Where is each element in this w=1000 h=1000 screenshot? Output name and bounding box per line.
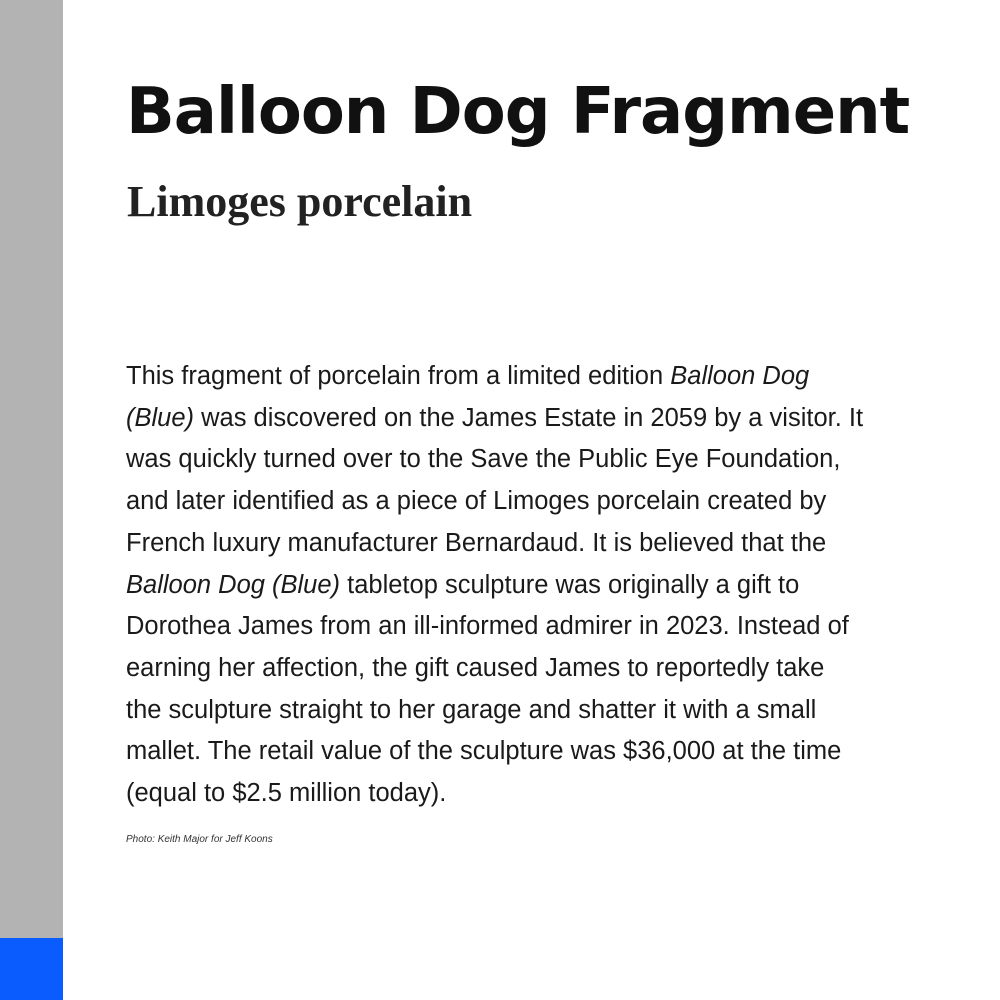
text-run: was quickly turned over to the Save the Public Eye Foundation, bbox=[126, 445, 841, 474]
page-subtitle: Limoges porcelain bbox=[127, 177, 473, 226]
description-line bbox=[126, 565, 926, 607]
text-run: was discovered on the James Estate in 2059 by a visitor. It bbox=[194, 403, 864, 432]
italic-title-run: Balloon Dog (Blue) bbox=[126, 570, 341, 599]
description-line bbox=[126, 481, 926, 523]
description-line bbox=[126, 606, 926, 648]
sidebar-stripe bbox=[0, 0, 63, 1000]
page-title: Balloon Dog Fragment bbox=[126, 75, 910, 149]
photo-credit: Photo: Keith Major for Jeff Koons bbox=[126, 834, 273, 845]
description-line bbox=[126, 648, 926, 690]
italic-title-run: (Blue) bbox=[126, 403, 195, 432]
description-line bbox=[126, 773, 926, 815]
description-line bbox=[126, 690, 926, 732]
description-line bbox=[126, 439, 926, 481]
text-run: (equal to $2.5 million today). bbox=[126, 779, 447, 808]
description-line bbox=[126, 398, 926, 440]
description-line bbox=[126, 731, 926, 773]
text-run: Dorothea James from an ill-informed admirer in 2023. Instead of bbox=[126, 612, 849, 641]
text-run: This fragment of porcelain from a limited edition bbox=[126, 362, 671, 390]
description-paragraph bbox=[126, 356, 926, 815]
italic-title-run: Balloon Dog bbox=[670, 362, 810, 390]
text-run: mallet. The retail value of the sculpture was $36,000 at the time bbox=[126, 737, 842, 766]
text-run: French luxury manufacturer Bernardaud. It is believed that the bbox=[126, 528, 827, 557]
description-line bbox=[126, 523, 926, 565]
text-run: tabletop sculpture was originally a gift to bbox=[340, 570, 800, 599]
text-run: and later identified as a piece of Limoges porcelain created by bbox=[126, 487, 827, 516]
text-run: earning her affection, the gift caused James to reportedly take bbox=[126, 653, 825, 682]
sidebar-accent-block bbox=[0, 938, 63, 1000]
description-line bbox=[126, 356, 926, 398]
text-run: the sculpture straight to her garage and shatter it with a small bbox=[126, 695, 817, 724]
